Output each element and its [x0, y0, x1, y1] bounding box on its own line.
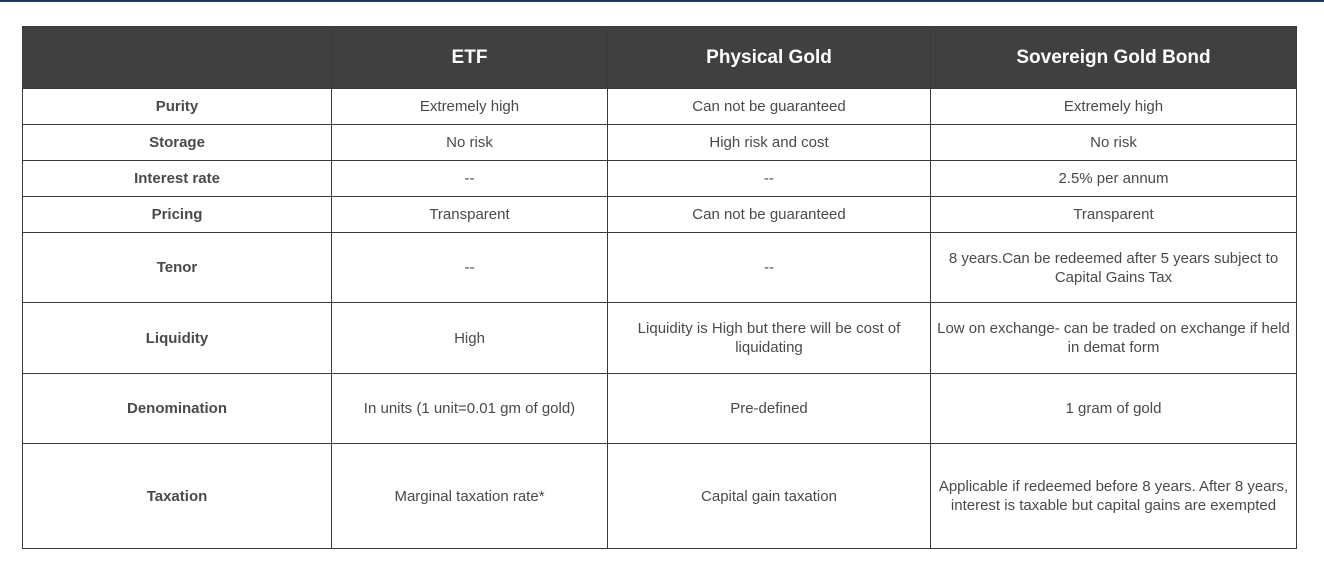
header-row	[23, 27, 1297, 89]
cell-sovereign-gold-bond: 2.5% per annum	[931, 161, 1297, 197]
cell-etf: No risk	[332, 125, 608, 161]
cell-etf: High	[332, 303, 608, 374]
header-corner-cell	[23, 27, 332, 89]
cell-etf: --	[332, 233, 608, 303]
table-row-taxation	[23, 444, 1297, 549]
cell-sovereign-gold-bond: Extremely high	[931, 89, 1297, 125]
table-row-denomination	[23, 374, 1297, 444]
cell-physical-gold: --	[608, 161, 931, 197]
cell-sovereign-gold-bond: 8 years.Can be redeemed after 5 years subject to Capital Gains Tax	[931, 233, 1297, 303]
row-label: Liquidity	[23, 303, 332, 374]
table-row-interest-rate	[23, 161, 1297, 197]
cell-physical-gold: Pre-defined	[608, 374, 931, 444]
cell-physical-gold: Can not be guaranteed	[608, 89, 931, 125]
cell-physical-gold: Capital gain taxation	[608, 444, 931, 549]
cell-etf: --	[332, 161, 608, 197]
top-border-line	[0, 0, 1324, 2]
cell-sovereign-gold-bond: Low on exchange- can be traded on exchange if held in demat form	[931, 303, 1297, 374]
cell-physical-gold: --	[608, 233, 931, 303]
row-label: Pricing	[23, 197, 332, 233]
table-row-purity	[23, 89, 1297, 125]
cell-etf: In units (1 unit=0.01 gm of gold)	[332, 374, 608, 444]
gold-investment-comparison-table	[22, 26, 1297, 549]
cell-etf: Transparent	[332, 197, 608, 233]
table-row-tenor	[23, 233, 1297, 303]
header-etf: ETF	[332, 27, 608, 89]
row-label: Taxation	[23, 444, 332, 549]
table-row-pricing	[23, 197, 1297, 233]
cell-physical-gold: High risk and cost	[608, 125, 931, 161]
row-label: Storage	[23, 125, 332, 161]
cell-sovereign-gold-bond: No risk	[931, 125, 1297, 161]
row-label: Tenor	[23, 233, 332, 303]
cell-physical-gold: Can not be guaranteed	[608, 197, 931, 233]
row-label: Denomination	[23, 374, 332, 444]
cell-sovereign-gold-bond: 1 gram of gold	[931, 374, 1297, 444]
cell-sovereign-gold-bond: Applicable if redeemed before 8 years. After 8 years, interest is taxable but capital gains are exempted	[931, 444, 1297, 549]
cell-etf: Marginal taxation rate*	[332, 444, 608, 549]
row-label: Purity	[23, 89, 332, 125]
cell-physical-gold: Liquidity is High but there will be cost of liquidating	[608, 303, 931, 374]
table-row-liquidity	[23, 303, 1297, 374]
table-row-storage	[23, 125, 1297, 161]
header-sovereign-gold-bond: Sovereign Gold Bond	[931, 27, 1297, 89]
cell-sovereign-gold-bond: Transparent	[931, 197, 1297, 233]
cell-etf: Extremely high	[332, 89, 608, 125]
header-physical-gold: Physical Gold	[608, 27, 931, 89]
row-label: Interest rate	[23, 161, 332, 197]
